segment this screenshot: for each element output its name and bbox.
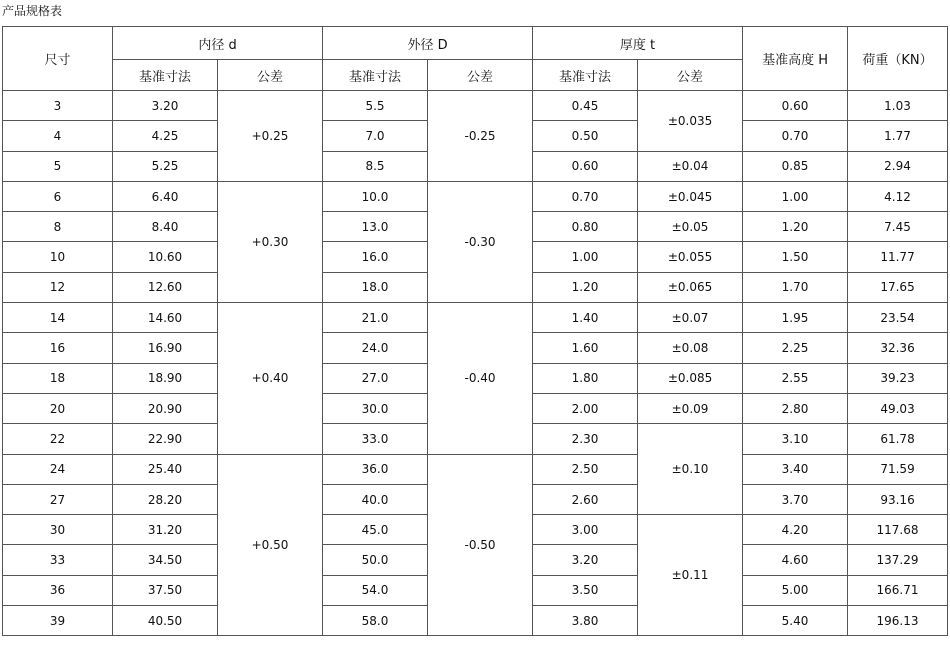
size-cell: 12 <box>3 272 113 302</box>
load-cell: 39.23 <box>848 363 948 393</box>
inner-base-cell: 10.60 <box>113 242 218 272</box>
height-cell: 5.40 <box>743 606 848 636</box>
size-cell: 8 <box>3 212 113 242</box>
inner-base-cell: 16.90 <box>113 333 218 363</box>
size-cell: 30 <box>3 515 113 545</box>
inner-tolerance-cell: +0.40 <box>218 303 323 454</box>
thickness-base-cell: 0.80 <box>533 212 638 242</box>
height-cell: 0.60 <box>743 91 848 121</box>
header-size: 尺寸 <box>3 27 113 91</box>
height-cell: 1.00 <box>743 181 848 211</box>
thickness-tolerance-cell: ±0.045 <box>638 181 743 211</box>
inner-base-cell: 6.40 <box>113 181 218 211</box>
outer-base-cell: 45.0 <box>323 515 428 545</box>
thickness-tolerance-cell: ±0.055 <box>638 242 743 272</box>
inner-base-cell: 37.50 <box>113 575 218 605</box>
outer-base-cell: 33.0 <box>323 424 428 454</box>
size-cell: 3 <box>3 91 113 121</box>
thickness-base-cell: 3.00 <box>533 515 638 545</box>
header-inner-diameter: 内径 d <box>113 27 323 60</box>
thickness-base-cell: 2.50 <box>533 454 638 484</box>
inner-base-cell: 4.25 <box>113 121 218 151</box>
thickness-tolerance-cell: ±0.10 <box>638 424 743 515</box>
height-cell: 1.50 <box>743 242 848 272</box>
size-cell: 18 <box>3 363 113 393</box>
outer-base-cell: 36.0 <box>323 454 428 484</box>
table-body <box>3 91 948 636</box>
height-cell: 4.20 <box>743 515 848 545</box>
size-cell: 36 <box>3 575 113 605</box>
height-cell: 1.20 <box>743 212 848 242</box>
height-cell: 3.70 <box>743 484 848 514</box>
outer-tolerance-cell: -0.30 <box>428 181 533 302</box>
thickness-base-cell: 1.00 <box>533 242 638 272</box>
outer-base-cell: 54.0 <box>323 575 428 605</box>
outer-base-cell: 16.0 <box>323 242 428 272</box>
size-cell: 10 <box>3 242 113 272</box>
inner-base-cell: 31.20 <box>113 515 218 545</box>
inner-base-cell: 28.20 <box>113 484 218 514</box>
size-cell: 14 <box>3 303 113 333</box>
thickness-base-cell: 2.60 <box>533 484 638 514</box>
height-cell: 1.95 <box>743 303 848 333</box>
thickness-base-cell: 1.60 <box>533 333 638 363</box>
inner-base-cell: 22.90 <box>113 424 218 454</box>
outer-base-cell: 21.0 <box>323 303 428 333</box>
height-cell: 0.70 <box>743 121 848 151</box>
table-row <box>3 454 948 484</box>
header-outer-base: 基准寸法 <box>323 60 428 91</box>
size-cell: 27 <box>3 484 113 514</box>
thickness-tolerance-cell: ±0.09 <box>638 393 743 423</box>
inner-base-cell: 14.60 <box>113 303 218 333</box>
header-load: 荷重（KN） <box>848 27 948 91</box>
inner-base-cell: 34.50 <box>113 545 218 575</box>
size-cell: 6 <box>3 181 113 211</box>
load-cell: 32.36 <box>848 333 948 363</box>
outer-base-cell: 40.0 <box>323 484 428 514</box>
load-cell: 71.59 <box>848 454 948 484</box>
height-cell: 3.10 <box>743 424 848 454</box>
height-cell: 0.85 <box>743 151 848 181</box>
header-outer-tolerance: 公差 <box>428 60 533 91</box>
inner-tolerance-cell: +0.50 <box>218 454 323 636</box>
thickness-base-cell: 3.20 <box>533 545 638 575</box>
load-cell: 1.77 <box>848 121 948 151</box>
height-cell: 2.80 <box>743 393 848 423</box>
outer-base-cell: 10.0 <box>323 181 428 211</box>
inner-base-cell: 8.40 <box>113 212 218 242</box>
outer-base-cell: 8.5 <box>323 151 428 181</box>
thickness-tolerance-cell: ±0.08 <box>638 333 743 363</box>
load-cell: 137.29 <box>848 545 948 575</box>
size-cell: 33 <box>3 545 113 575</box>
thickness-tolerance-cell: ±0.04 <box>638 151 743 181</box>
inner-tolerance-cell: +0.30 <box>218 181 323 302</box>
height-cell: 2.25 <box>743 333 848 363</box>
inner-base-cell: 20.90 <box>113 393 218 423</box>
height-cell: 5.00 <box>743 575 848 605</box>
load-cell: 17.65 <box>848 272 948 302</box>
thickness-tolerance-cell: ±0.035 <box>638 91 743 152</box>
outer-tolerance-cell: -0.25 <box>428 91 533 182</box>
size-cell: 39 <box>3 606 113 636</box>
load-cell: 61.78 <box>848 424 948 454</box>
inner-base-cell: 25.40 <box>113 454 218 484</box>
inner-tolerance-cell: +0.25 <box>218 91 323 182</box>
size-cell: 16 <box>3 333 113 363</box>
outer-base-cell: 13.0 <box>323 212 428 242</box>
load-cell: 166.71 <box>848 575 948 605</box>
size-cell: 20 <box>3 393 113 423</box>
load-cell: 4.12 <box>848 181 948 211</box>
load-cell: 2.94 <box>848 151 948 181</box>
thickness-tolerance-cell: ±0.065 <box>638 272 743 302</box>
thickness-tolerance-cell: ±0.085 <box>638 363 743 393</box>
thickness-tolerance-cell: ±0.05 <box>638 212 743 242</box>
size-cell: 4 <box>3 121 113 151</box>
load-cell: 93.16 <box>848 484 948 514</box>
spec-table <box>2 26 948 636</box>
outer-base-cell: 18.0 <box>323 272 428 302</box>
header-inner-base: 基准寸法 <box>113 60 218 91</box>
thickness-base-cell: 2.30 <box>533 424 638 454</box>
thickness-base-cell: 0.45 <box>533 91 638 121</box>
load-cell: 11.77 <box>848 242 948 272</box>
inner-base-cell: 12.60 <box>113 272 218 302</box>
thickness-base-cell: 1.80 <box>533 363 638 393</box>
outer-base-cell: 24.0 <box>323 333 428 363</box>
height-cell: 2.55 <box>743 363 848 393</box>
header-thickness: 厚度 t <box>533 27 743 60</box>
size-cell: 22 <box>3 424 113 454</box>
table-row <box>3 181 948 211</box>
outer-tolerance-cell: -0.40 <box>428 303 533 454</box>
thickness-base-cell: 1.40 <box>533 303 638 333</box>
thickness-base-cell: 3.80 <box>533 606 638 636</box>
outer-base-cell: 27.0 <box>323 363 428 393</box>
thickness-base-cell: 3.50 <box>533 575 638 605</box>
page-title: 产品规格表 <box>2 4 63 18</box>
size-cell: 24 <box>3 454 113 484</box>
height-cell: 3.40 <box>743 454 848 484</box>
table-row <box>3 303 948 333</box>
outer-base-cell: 30.0 <box>323 393 428 423</box>
thickness-base-cell: 0.60 <box>533 151 638 181</box>
inner-base-cell: 3.20 <box>113 91 218 121</box>
load-cell: 49.03 <box>848 393 948 423</box>
outer-tolerance-cell: -0.50 <box>428 454 533 636</box>
header-thickness-base: 基准寸法 <box>533 60 638 91</box>
header-outer-diameter: 外径 D <box>323 27 533 60</box>
height-cell: 4.60 <box>743 545 848 575</box>
header-inner-tolerance: 公差 <box>218 60 323 91</box>
header-height: 基准高度 H <box>743 27 848 91</box>
outer-base-cell: 58.0 <box>323 606 428 636</box>
thickness-base-cell: 0.50 <box>533 121 638 151</box>
height-cell: 1.70 <box>743 272 848 302</box>
table-row <box>3 91 948 121</box>
size-cell: 5 <box>3 151 113 181</box>
outer-base-cell: 5.5 <box>323 91 428 121</box>
inner-base-cell: 18.90 <box>113 363 218 393</box>
thickness-tolerance-cell: ±0.11 <box>638 515 743 636</box>
thickness-tolerance-cell: ±0.07 <box>638 303 743 333</box>
header-thickness-tolerance: 公差 <box>638 60 743 91</box>
outer-base-cell: 7.0 <box>323 121 428 151</box>
load-cell: 7.45 <box>848 212 948 242</box>
load-cell: 117.68 <box>848 515 948 545</box>
inner-base-cell: 5.25 <box>113 151 218 181</box>
thickness-base-cell: 0.70 <box>533 181 638 211</box>
thickness-base-cell: 1.20 <box>533 272 638 302</box>
load-cell: 196.13 <box>848 606 948 636</box>
load-cell: 23.54 <box>848 303 948 333</box>
thickness-base-cell: 2.00 <box>533 393 638 423</box>
load-cell: 1.03 <box>848 91 948 121</box>
outer-base-cell: 50.0 <box>323 545 428 575</box>
inner-base-cell: 40.50 <box>113 606 218 636</box>
